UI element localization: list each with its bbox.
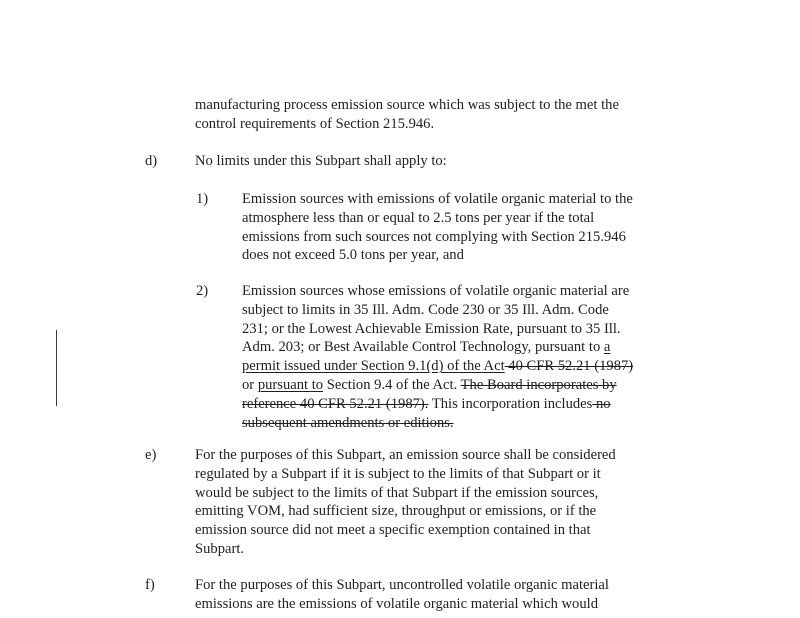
subsection-e-marker: e) (145, 447, 157, 463)
subsection-f-text (195, 576, 609, 614)
intro-paragraph (195, 96, 619, 134)
text-line: emitting VOM, had sufficient size, throughput or emissions, or if the (195, 503, 597, 520)
text-line: For the purposes of this Subpart, uncontrolled volatile organic material (195, 577, 609, 593)
text-line: 231; or the Lowest Achievable Emission Rate, pursuant to 35 Ill. (242, 320, 621, 337)
subsection-f-marker: f) (145, 577, 155, 593)
item-2-marker: 2) (196, 283, 209, 299)
text-line: Emission sources with emissions of volatile organic material to the (242, 191, 633, 207)
text-line: Subpart. (195, 540, 245, 557)
item-1-text (242, 190, 633, 265)
text-line (242, 395, 633, 414)
text-segment: Section 9.4 of the Act. (323, 376, 461, 393)
text-line: emission source did not meet a specific exemption contained in that (195, 522, 591, 539)
inserted-text: a (603, 339, 611, 356)
text-segment: Adm. 203; or Best Available Control Technology, pursuant to (242, 339, 604, 356)
subsection-d-marker: d) (145, 153, 158, 169)
deleted-text: 40 CFR 52.21 (1987) (504, 358, 634, 375)
text-line: atmosphere less than or equal to 2.5 tons per year if the total (242, 209, 595, 226)
deleted-text: subsequent amendments or editions. (242, 414, 454, 431)
text-segment: This incorporation includes (428, 395, 593, 412)
text-line: control requirements of Section 215.946. (195, 115, 435, 132)
subsection-e-text (195, 446, 616, 559)
text-line: For the purposes of this Subpart, an emission source shall be considered (195, 447, 616, 463)
text-line: Emission sources whose emissions of volatile organic material are (242, 283, 630, 299)
text-line (242, 338, 633, 357)
deleted-text: reference 40 CFR 52.21 (1987). (242, 395, 429, 412)
text-line: subject to limits in 35 Ill. Adm. Code 230 or 35 Ill. Adm. Code (242, 301, 609, 318)
item-2-text (242, 282, 633, 432)
inserted-text: permit issued under Section 9.1(d) of the Act (242, 358, 505, 375)
text-line: emissions from such sources not complying with Section 215.946 (242, 228, 626, 245)
inserted-text: pursuant to (257, 376, 324, 393)
text-line: manufacturing process emission source which was subject to the met the (195, 97, 619, 113)
text-line: emissions are the emissions of volatile organic material which would (195, 595, 598, 612)
revision-bar (56, 330, 57, 406)
text-line (242, 357, 633, 376)
text-segment: or (242, 376, 258, 393)
item-1-marker: 1) (196, 191, 209, 207)
deleted-text: no (592, 395, 611, 412)
deleted-text: The Board incorporates by (460, 376, 617, 393)
text-line: would be subject to the limits of that Subpart if the emission sources, (195, 484, 599, 501)
text-line (242, 376, 633, 395)
subsection-d-text (195, 152, 447, 171)
text-line: No limits under this Subpart shall apply to: (195, 153, 447, 169)
text-line (242, 414, 633, 433)
text-line: regulated by a Subpart if it is subject to the limits of that Subpart or it (195, 465, 601, 482)
text-line: does not exceed 5.0 tons per year, and (242, 247, 464, 264)
